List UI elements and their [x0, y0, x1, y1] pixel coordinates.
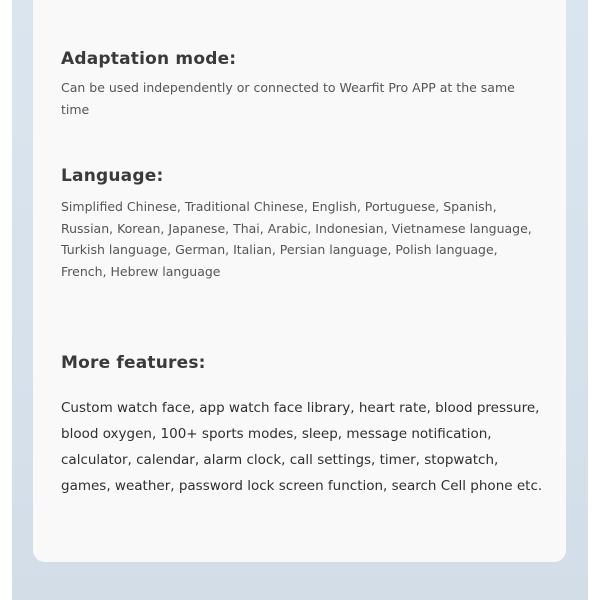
language-text: Simplified Chinese, Traditional Chinese, English, Portuguese, Spanish, Russian, Korean, Japanese, Thai, Arabic, Indonesian, Vietnamese language, Turkish language, German, Italian, Persian language, Polish language, French, Hebrew language — [61, 199, 532, 280]
features-section — [61, 353, 541, 499]
language-section — [61, 166, 541, 283]
features-text: Custom watch face, app watch face library, heart rate, blood pressure, blood oxygen, 100+ sports modes, sleep, message notification, calculator, calendar, alarm clock, call settings, timer, stopwatch, games, weather, password lock screen function, search Cell phone etc. — [61, 400, 543, 494]
features-heading: More features: — [61, 353, 206, 373]
adaptation-heading: Adaptation mode: — [61, 49, 237, 69]
adaptation-text: Can be used independently or connected to Wearfit Pro APP at the same time — [61, 80, 515, 117]
language-heading: Language: — [61, 166, 164, 186]
adaptation-section — [61, 49, 541, 120]
